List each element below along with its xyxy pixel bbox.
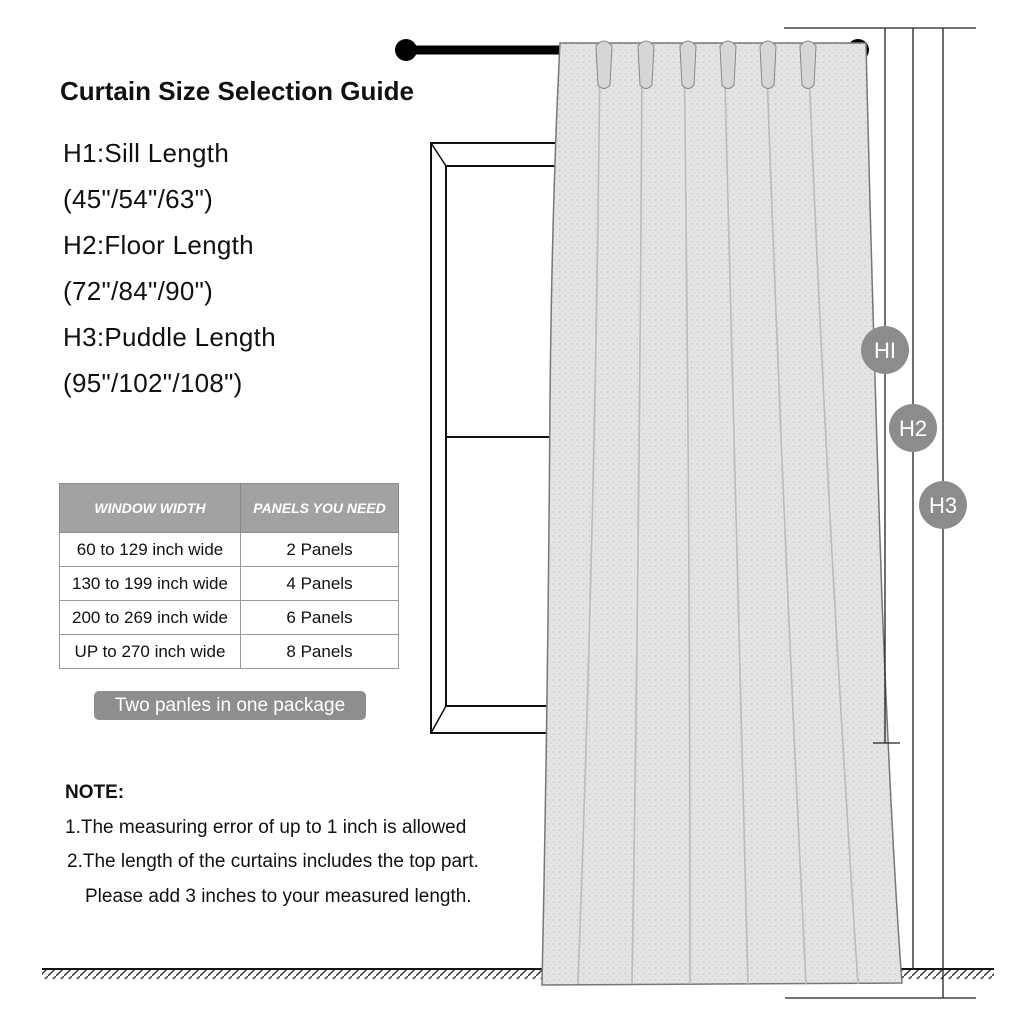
- table-cell-panels: 8 Panels: [241, 635, 399, 669]
- h3-sizes: (95"/102"/108"): [63, 368, 243, 398]
- h2-badge-text: H2: [898, 416, 928, 441]
- h2-sizes: (72"/84"/90"): [63, 276, 214, 306]
- note-heading: NOTE:: [65, 782, 125, 803]
- table-cell-panels: 4 Panels: [241, 567, 399, 601]
- package-note-badge: Two panles in one package: [94, 691, 366, 720]
- h3-badge: [919, 481, 967, 529]
- table-cell-width: UP to 270 inch wide: [60, 635, 241, 669]
- h1-badge: [861, 326, 909, 374]
- table-cell-width: 130 to 199 inch wide: [60, 567, 241, 601]
- h3-label: H3:Puddle Length: [63, 322, 276, 352]
- table-cell-width: 60 to 129 inch wide: [60, 533, 241, 567]
- header-panels-needed: PANELS YOU NEED: [241, 484, 399, 533]
- note-line-1: 1.The measuring error of up to 1 inch is allowed: [65, 817, 467, 838]
- table-cell-panels: 6 Panels: [241, 601, 399, 635]
- h1-label: H1:Sill Length: [63, 138, 230, 168]
- h2-badge: [889, 404, 937, 452]
- note-line-3: Please add 3 inches to your measured length.: [85, 886, 472, 907]
- table-cell-panels: 2 Panels: [241, 533, 399, 567]
- h2-label: H2:Floor Length: [63, 230, 254, 260]
- h3-badge-text: H3: [928, 493, 958, 518]
- curtain-panel: [542, 41, 902, 985]
- h1-sizes: (45"/54"/63"): [63, 184, 214, 214]
- note-line-2: 2.The length of the curtains includes the top part.: [67, 851, 479, 872]
- header-window-width: WINDOW WIDTH: [60, 484, 241, 533]
- guide-title: Curtain Size Selection Guide: [60, 76, 414, 106]
- h1-badge-text: HI: [874, 338, 896, 363]
- window-frame: [431, 143, 561, 733]
- table-cell-width: 200 to 269 inch wide: [60, 601, 241, 635]
